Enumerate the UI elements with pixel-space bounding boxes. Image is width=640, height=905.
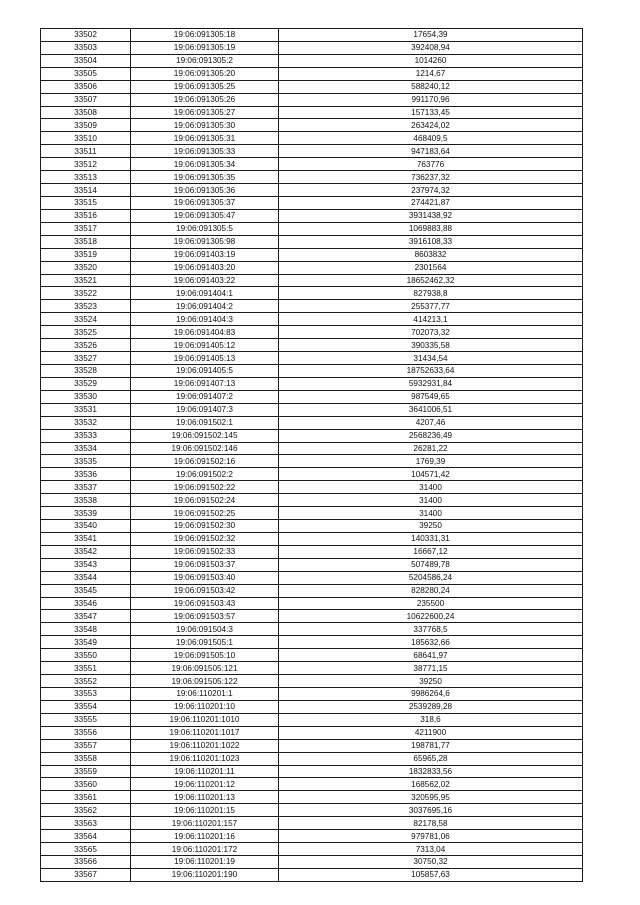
cadastral-number-cell: 19:06:091403:19 <box>131 248 279 261</box>
cadastral-number-cell: 19:06:091407:13 <box>131 377 279 390</box>
table-row <box>41 830 583 843</box>
cadastral-number-cell: 19:06:091305:26 <box>131 93 279 106</box>
row-number-cell: 33554 <box>41 700 131 713</box>
row-number-cell: 33538 <box>41 494 131 507</box>
row-number-cell: 33507 <box>41 93 131 106</box>
row-number-cell: 33511 <box>41 145 131 158</box>
cadastral-number-cell: 19:06:091405:5 <box>131 364 279 377</box>
cadastral-number-cell: 19:06:091502:145 <box>131 429 279 442</box>
value-cell: 3916108,33 <box>279 235 583 248</box>
table-body <box>41 29 583 882</box>
value-cell: 235500 <box>279 597 583 610</box>
table-row <box>41 93 583 106</box>
cadastral-number-cell: 19:06:091305:18 <box>131 29 279 42</box>
value-cell: 736237,32 <box>279 171 583 184</box>
cadastral-number-cell: 19:06:110201:1017 <box>131 726 279 739</box>
value-cell: 255377,77 <box>279 300 583 313</box>
value-cell: 2568236,49 <box>279 429 583 442</box>
row-number-cell: 33518 <box>41 235 131 248</box>
row-number-cell: 33521 <box>41 274 131 287</box>
cadastral-number-cell: 19:06:110201:1 <box>131 688 279 701</box>
table-row <box>41 54 583 67</box>
table-row <box>41 339 583 352</box>
table-row <box>41 597 583 610</box>
row-number-cell: 33530 <box>41 390 131 403</box>
table-row <box>41 390 583 403</box>
cadastral-number-cell: 19:06:091503:57 <box>131 610 279 623</box>
cadastral-number-cell: 19:06:091503:40 <box>131 571 279 584</box>
row-number-cell: 33548 <box>41 623 131 636</box>
row-number-cell: 33534 <box>41 442 131 455</box>
table-row <box>41 313 583 326</box>
row-number-cell: 33512 <box>41 158 131 171</box>
value-cell: 4211900 <box>279 726 583 739</box>
table-row <box>41 403 583 416</box>
value-cell: 337768,5 <box>279 623 583 636</box>
row-number-cell: 33515 <box>41 196 131 209</box>
cadastral-number-cell: 19:06:091502:146 <box>131 442 279 455</box>
value-cell: 588240,12 <box>279 80 583 93</box>
value-cell: 1214,67 <box>279 67 583 80</box>
row-number-cell: 33545 <box>41 584 131 597</box>
value-cell: 104571,42 <box>279 468 583 481</box>
value-cell: 2301564 <box>279 261 583 274</box>
cadastral-number-cell: 19:06:091305:98 <box>131 235 279 248</box>
cadastral-number-cell: 19:06:091407:2 <box>131 390 279 403</box>
cadastral-number-cell: 19:06:091502:2 <box>131 468 279 481</box>
cadastral-number-cell: 19:06:091407:3 <box>131 403 279 416</box>
value-cell: 7313,04 <box>279 843 583 856</box>
table-row <box>41 209 583 222</box>
cadastral-number-cell: 19:06:091505:121 <box>131 662 279 675</box>
value-cell: 5932931,84 <box>279 377 583 390</box>
row-number-cell: 33506 <box>41 80 131 93</box>
cadastral-number-cell: 19:06:091502:30 <box>131 520 279 533</box>
table-row <box>41 442 583 455</box>
cadastral-number-cell: 19:06:091503:37 <box>131 558 279 571</box>
table-row <box>41 778 583 791</box>
value-cell: 320595,95 <box>279 791 583 804</box>
cadastral-number-cell: 19:06:091305:47 <box>131 209 279 222</box>
value-cell: 140331,31 <box>279 532 583 545</box>
row-number-cell: 33531 <box>41 403 131 416</box>
cadastral-number-cell: 19:06:091502:33 <box>131 545 279 558</box>
value-cell: 827938,8 <box>279 287 583 300</box>
table-row <box>41 688 583 701</box>
value-cell: 31400 <box>279 507 583 520</box>
cadastral-number-cell: 19:06:110201:10 <box>131 700 279 713</box>
cadastral-number-cell: 19:06:091502:16 <box>131 455 279 468</box>
row-number-cell: 33510 <box>41 132 131 145</box>
table-row <box>41 132 583 145</box>
row-number-cell: 33509 <box>41 119 131 132</box>
value-cell: 991170,96 <box>279 93 583 106</box>
table-row <box>41 843 583 856</box>
table-row <box>41 817 583 830</box>
row-number-cell: 33508 <box>41 106 131 119</box>
value-cell: 392408,94 <box>279 41 583 54</box>
table-row <box>41 507 583 520</box>
row-number-cell: 33549 <box>41 636 131 649</box>
table-row <box>41 300 583 313</box>
cadastral-number-cell: 19:06:091404:1 <box>131 287 279 300</box>
row-number-cell: 33519 <box>41 248 131 261</box>
cadastral-number-cell: 19:06:110201:13 <box>131 791 279 804</box>
value-cell: 1769,39 <box>279 455 583 468</box>
table-row <box>41 765 583 778</box>
value-cell: 8603832 <box>279 248 583 261</box>
table-row <box>41 352 583 365</box>
value-cell: 947183,64 <box>279 145 583 158</box>
value-cell: 16667,12 <box>279 545 583 558</box>
cadastral-number-cell: 19:06:091503:43 <box>131 597 279 610</box>
row-number-cell: 33563 <box>41 817 131 830</box>
row-number-cell: 33555 <box>41 713 131 726</box>
table-row <box>41 235 583 248</box>
value-cell: 168562,02 <box>279 778 583 791</box>
value-cell: 3931438,92 <box>279 209 583 222</box>
cadastral-number-cell: 19:06:110201:1023 <box>131 752 279 765</box>
row-number-cell: 33524 <box>41 313 131 326</box>
row-number-cell: 33552 <box>41 675 131 688</box>
table-row <box>41 700 583 713</box>
table-row <box>41 119 583 132</box>
row-number-cell: 33564 <box>41 830 131 843</box>
row-number-cell: 33557 <box>41 739 131 752</box>
table-row <box>41 274 583 287</box>
cadastral-number-cell: 19:06:091502:1 <box>131 416 279 429</box>
row-number-cell: 33513 <box>41 171 131 184</box>
table-row <box>41 468 583 481</box>
table-row <box>41 571 583 584</box>
cadastral-number-cell: 19:06:091305:31 <box>131 132 279 145</box>
row-number-cell: 33547 <box>41 610 131 623</box>
cadastral-table <box>40 28 583 882</box>
row-number-cell: 33565 <box>41 843 131 856</box>
table-row <box>41 196 583 209</box>
table-row <box>41 804 583 817</box>
row-number-cell: 33543 <box>41 558 131 571</box>
row-number-cell: 33540 <box>41 520 131 533</box>
row-number-cell: 33502 <box>41 29 131 42</box>
row-number-cell: 33505 <box>41 67 131 80</box>
value-cell: 38771,15 <box>279 662 583 675</box>
row-number-cell: 33558 <box>41 752 131 765</box>
table-row <box>41 248 583 261</box>
row-number-cell: 33522 <box>41 287 131 300</box>
table-row <box>41 106 583 119</box>
table-row <box>41 41 583 54</box>
row-number-cell: 33525 <box>41 326 131 339</box>
value-cell: 507489,78 <box>279 558 583 571</box>
cadastral-number-cell: 19:06:091405:12 <box>131 339 279 352</box>
table-row <box>41 726 583 739</box>
cadastral-number-cell: 19:06:091305:36 <box>131 184 279 197</box>
table-row <box>41 868 583 881</box>
row-number-cell: 33550 <box>41 649 131 662</box>
cadastral-number-cell: 19:06:091305:35 <box>131 171 279 184</box>
table-row <box>41 558 583 571</box>
row-number-cell: 33503 <box>41 41 131 54</box>
table-row <box>41 713 583 726</box>
cadastral-number-cell: 19:06:110201:16 <box>131 830 279 843</box>
table-row <box>41 222 583 235</box>
row-number-cell: 33560 <box>41 778 131 791</box>
row-number-cell: 33559 <box>41 765 131 778</box>
cadastral-number-cell: 19:06:091504:3 <box>131 623 279 636</box>
cadastral-number-cell: 19:06:091305:37 <box>131 196 279 209</box>
cadastral-number-cell: 19:06:091305:25 <box>131 80 279 93</box>
row-number-cell: 33514 <box>41 184 131 197</box>
table-row <box>41 80 583 93</box>
row-number-cell: 33562 <box>41 804 131 817</box>
cadastral-number-cell: 19:06:091305:2 <box>131 54 279 67</box>
cadastral-number-cell: 19:06:091305:5 <box>131 222 279 235</box>
row-number-cell: 33539 <box>41 507 131 520</box>
cadastral-number-cell: 19:06:091404:2 <box>131 300 279 313</box>
row-number-cell: 33541 <box>41 532 131 545</box>
cadastral-number-cell: 19:06:091305:33 <box>131 145 279 158</box>
value-cell: 263424,02 <box>279 119 583 132</box>
value-cell: 3641006,51 <box>279 403 583 416</box>
table-row <box>41 739 583 752</box>
table-row <box>41 752 583 765</box>
value-cell: 987549,65 <box>279 390 583 403</box>
value-cell: 702073,32 <box>279 326 583 339</box>
cadastral-number-cell: 19:06:091503:42 <box>131 584 279 597</box>
table-row <box>41 364 583 377</box>
cadastral-number-cell: 19:06:110201:190 <box>131 868 279 881</box>
table-row <box>41 416 583 429</box>
table-row <box>41 494 583 507</box>
row-number-cell: 33535 <box>41 455 131 468</box>
row-number-cell: 33527 <box>41 352 131 365</box>
cadastral-number-cell: 19:06:091403:20 <box>131 261 279 274</box>
row-number-cell: 33561 <box>41 791 131 804</box>
value-cell: 414213,1 <box>279 313 583 326</box>
row-number-cell: 33553 <box>41 688 131 701</box>
table-row <box>41 377 583 390</box>
value-cell: 3037695,16 <box>279 804 583 817</box>
table-row <box>41 584 583 597</box>
cadastral-number-cell: 19:06:110201:11 <box>131 765 279 778</box>
row-number-cell: 33567 <box>41 868 131 881</box>
value-cell: 1014260 <box>279 54 583 67</box>
value-cell: 274421,87 <box>279 196 583 209</box>
value-cell: 10622600,24 <box>279 610 583 623</box>
cadastral-number-cell: 19:06:091305:20 <box>131 67 279 80</box>
value-cell: 318,6 <box>279 713 583 726</box>
table-row <box>41 158 583 171</box>
value-cell: 390335,58 <box>279 339 583 352</box>
value-cell: 105857,63 <box>279 868 583 881</box>
cadastral-number-cell: 19:06:091403:22 <box>131 274 279 287</box>
row-number-cell: 33556 <box>41 726 131 739</box>
cadastral-number-cell: 19:06:110201:12 <box>131 778 279 791</box>
value-cell: 26281,22 <box>279 442 583 455</box>
value-cell: 5204586,24 <box>279 571 583 584</box>
value-cell: 468409,5 <box>279 132 583 145</box>
row-number-cell: 33526 <box>41 339 131 352</box>
table-row <box>41 610 583 623</box>
cadastral-number-cell: 19:06:110201:157 <box>131 817 279 830</box>
cadastral-number-cell: 19:06:091305:34 <box>131 158 279 171</box>
row-number-cell: 33517 <box>41 222 131 235</box>
value-cell: 17654,39 <box>279 29 583 42</box>
table-row <box>41 623 583 636</box>
table-row <box>41 29 583 42</box>
table-row <box>41 429 583 442</box>
value-cell: 185632,66 <box>279 636 583 649</box>
value-cell: 1069883,88 <box>279 222 583 235</box>
row-number-cell: 33504 <box>41 54 131 67</box>
table-row <box>41 649 583 662</box>
table-row <box>41 545 583 558</box>
value-cell: 9986264,6 <box>279 688 583 701</box>
value-cell: 979781,06 <box>279 830 583 843</box>
cadastral-number-cell: 19:06:110201:1010 <box>131 713 279 726</box>
table-row <box>41 455 583 468</box>
row-number-cell: 33542 <box>41 545 131 558</box>
row-number-cell: 33544 <box>41 571 131 584</box>
value-cell: 68641,97 <box>279 649 583 662</box>
cadastral-number-cell: 19:06:091502:25 <box>131 507 279 520</box>
cadastral-number-cell: 19:06:091502:22 <box>131 481 279 494</box>
cadastral-number-cell: 19:06:091505:10 <box>131 649 279 662</box>
row-number-cell: 33528 <box>41 364 131 377</box>
cadastral-number-cell: 19:06:091502:24 <box>131 494 279 507</box>
cadastral-number-cell: 19:06:091404:83 <box>131 326 279 339</box>
value-cell: 763776 <box>279 158 583 171</box>
cadastral-number-cell: 19:06:110201:15 <box>131 804 279 817</box>
row-number-cell: 33523 <box>41 300 131 313</box>
cadastral-number-cell: 19:06:091404:3 <box>131 313 279 326</box>
table-row <box>41 326 583 339</box>
cadastral-number-cell: 19:06:091505:122 <box>131 675 279 688</box>
value-cell: 30750,32 <box>279 856 583 869</box>
row-number-cell: 33566 <box>41 856 131 869</box>
cadastral-number-cell: 19:06:091305:30 <box>131 119 279 132</box>
value-cell: 31400 <box>279 494 583 507</box>
value-cell: 31400 <box>279 481 583 494</box>
table-row <box>41 520 583 533</box>
cadastral-number-cell: 19:06:091505:1 <box>131 636 279 649</box>
table-row <box>41 791 583 804</box>
table-row <box>41 261 583 274</box>
cadastral-number-cell: 19:06:091502:32 <box>131 532 279 545</box>
table-row <box>41 662 583 675</box>
table-row <box>41 636 583 649</box>
row-number-cell: 33546 <box>41 597 131 610</box>
cadastral-number-cell: 19:06:091405:13 <box>131 352 279 365</box>
cadastral-number-cell: 19:06:110201:19 <box>131 856 279 869</box>
value-cell: 157133,45 <box>279 106 583 119</box>
cadastral-number-cell: 19:06:110201:172 <box>131 843 279 856</box>
table-row <box>41 67 583 80</box>
value-cell: 198781,77 <box>279 739 583 752</box>
table-row <box>41 532 583 545</box>
row-number-cell: 33536 <box>41 468 131 481</box>
value-cell: 39250 <box>279 675 583 688</box>
row-number-cell: 33520 <box>41 261 131 274</box>
cadastral-number-cell: 19:06:091305:27 <box>131 106 279 119</box>
table-row <box>41 481 583 494</box>
table-row <box>41 856 583 869</box>
value-cell: 65965,28 <box>279 752 583 765</box>
row-number-cell: 33533 <box>41 429 131 442</box>
cadastral-number-cell: 19:06:091305:19 <box>131 41 279 54</box>
row-number-cell: 33529 <box>41 377 131 390</box>
table-row <box>41 171 583 184</box>
table-row <box>41 675 583 688</box>
value-cell: 4207,46 <box>279 416 583 429</box>
value-cell: 39250 <box>279 520 583 533</box>
row-number-cell: 33532 <box>41 416 131 429</box>
table-row <box>41 287 583 300</box>
value-cell: 828280,24 <box>279 584 583 597</box>
row-number-cell: 33551 <box>41 662 131 675</box>
table-row <box>41 184 583 197</box>
value-cell: 82178,58 <box>279 817 583 830</box>
value-cell: 18752633,64 <box>279 364 583 377</box>
value-cell: 2539289,28 <box>279 700 583 713</box>
row-number-cell: 33537 <box>41 481 131 494</box>
table-row <box>41 145 583 158</box>
row-number-cell: 33516 <box>41 209 131 222</box>
cadastral-number-cell: 19:06:110201:1022 <box>131 739 279 752</box>
value-cell: 1832833,56 <box>279 765 583 778</box>
value-cell: 31434,54 <box>279 352 583 365</box>
value-cell: 18652462,32 <box>279 274 583 287</box>
value-cell: 237974,32 <box>279 184 583 197</box>
